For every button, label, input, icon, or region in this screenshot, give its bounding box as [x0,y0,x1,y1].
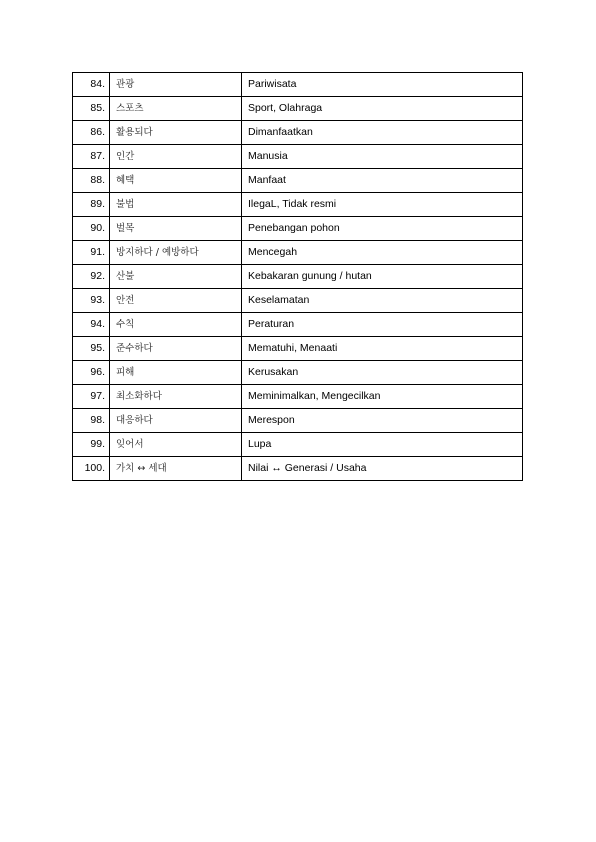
row-number: 99. [73,433,110,457]
table-row [73,457,523,481]
korean-word: 불법 [110,193,242,217]
indonesian-meaning: Meminimalkan, Mengecilkan [242,385,523,409]
korean-word: 피해 [110,361,242,385]
indonesian-meaning: Kerusakan [242,361,523,385]
table-row [73,289,523,313]
indonesian-meaning: IlegaL, Tidak resmi [242,193,523,217]
indonesian-meaning: Kebakaran gunung / hutan [242,265,523,289]
korean-word: 잊어서 [110,433,242,457]
row-number: 98. [73,409,110,433]
table-row [73,121,523,145]
table-row [73,409,523,433]
korean-word: 대응하다 [110,409,242,433]
indonesian-meaning: Lupa [242,433,523,457]
table-row [73,73,523,97]
row-number: 93. [73,289,110,313]
row-number: 97. [73,385,110,409]
indonesian-meaning: Keselamatan [242,289,523,313]
row-number: 96. [73,361,110,385]
table-row [73,385,523,409]
korean-word: 벌목 [110,217,242,241]
row-number: 94. [73,313,110,337]
table-row [73,145,523,169]
korean-word: 안전 [110,289,242,313]
table-row [73,97,523,121]
indonesian-meaning: Peraturan [242,313,523,337]
row-number: 89. [73,193,110,217]
row-number: 85. [73,97,110,121]
korean-word: 인간 [110,145,242,169]
korean-word: 최소화하다 [110,385,242,409]
indonesian-meaning: Pariwisata [242,73,523,97]
korean-word: 수칙 [110,313,242,337]
row-number: 87. [73,145,110,169]
row-number: 100. [73,457,110,481]
korean-word: 관광 [110,73,242,97]
indonesian-meaning: Dimanfaatkan [242,121,523,145]
table-row [73,361,523,385]
indonesian-meaning: Sport, Olahraga [242,97,523,121]
indonesian-meaning: Mematuhi, Menaati [242,337,523,361]
indonesian-meaning: Penebangan pohon [242,217,523,241]
korean-word: 산불 [110,265,242,289]
indonesian-meaning: Manusia [242,145,523,169]
korean-word: 스포츠 [110,97,242,121]
row-number: 95. [73,337,110,361]
row-number: 91. [73,241,110,265]
vocabulary-table [72,72,523,481]
table-row [73,169,523,193]
table-row [73,217,523,241]
indonesian-meaning: Merespon [242,409,523,433]
korean-word: 방지하다 / 예방하다 [110,241,242,265]
korean-word: 준수하다 [110,337,242,361]
vocabulary-table-body [73,73,523,481]
row-number: 90. [73,217,110,241]
row-number: 86. [73,121,110,145]
korean-word: 혜택 [110,169,242,193]
table-row [73,265,523,289]
row-number: 84. [73,73,110,97]
indonesian-meaning: Manfaat [242,169,523,193]
table-row [73,337,523,361]
korean-word: 활용되다 [110,121,242,145]
korean-word: 가치 ↔ 세대 [110,457,242,481]
indonesian-meaning: Nilai ↔ Generasi / Usaha [242,457,523,481]
row-number: 92. [73,265,110,289]
row-number: 88. [73,169,110,193]
indonesian-meaning: Mencegah [242,241,523,265]
table-row [73,313,523,337]
table-row [73,433,523,457]
table-row [73,241,523,265]
table-row [73,193,523,217]
